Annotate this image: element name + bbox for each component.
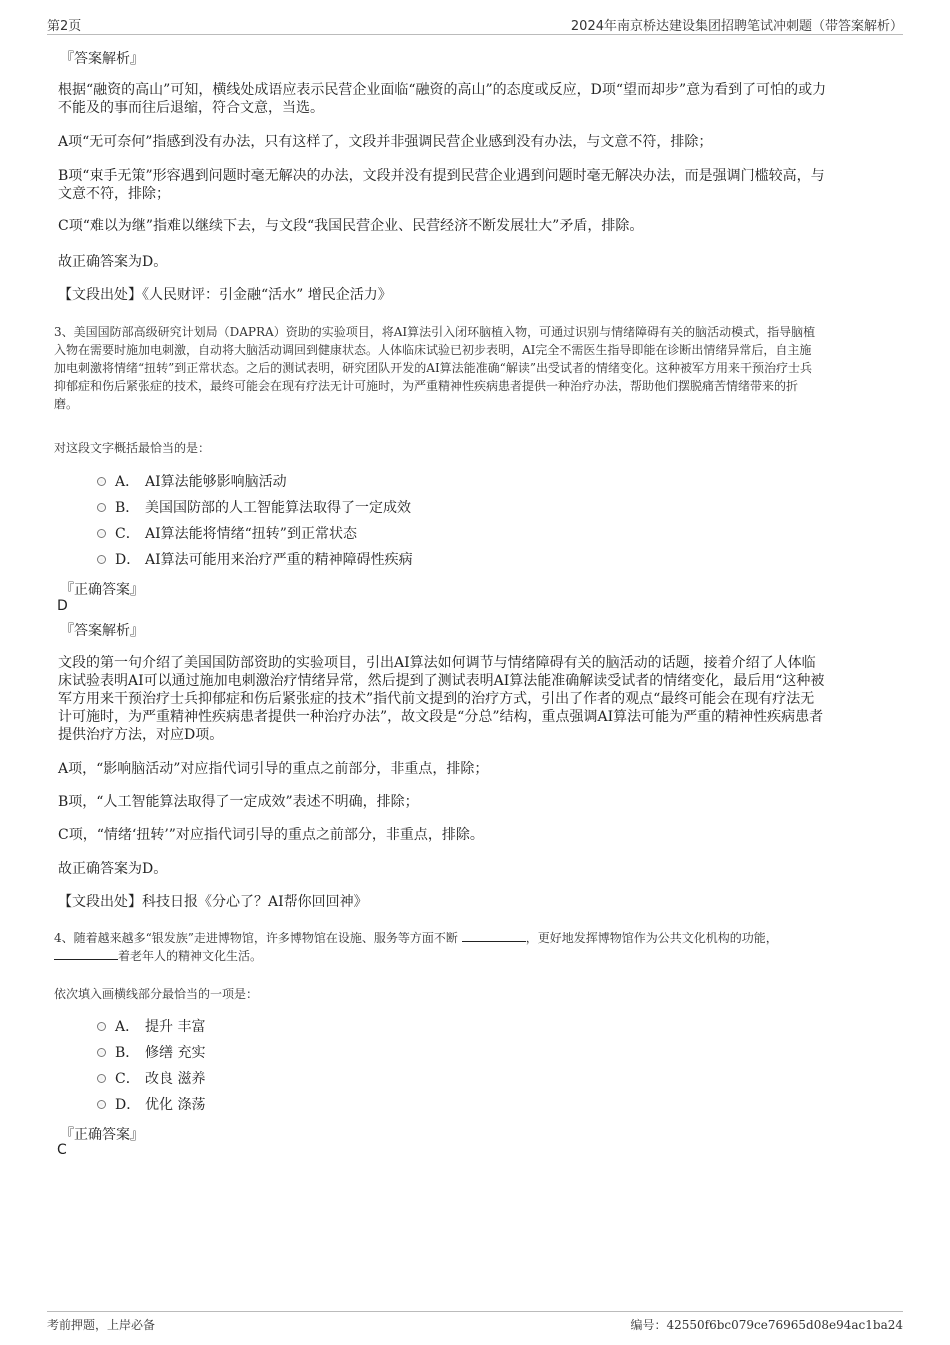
analysis-line: 床试验表明AI可以通过施加电刺激治疗情绪异常，然后提到了测试表明AI算法能准确解读受试者的情绪变化，最后用“这种被 [58,673,825,689]
analysis-line: 提供治疗方法，对应D项。 [58,727,224,743]
option-a-analysis: A项，“影响脑活动”对应指代词引导的重点之前部分，非重点，排除； [58,761,489,777]
analysis-paragraph [58,654,890,744]
option-b-analysis [58,167,890,203]
analysis-line: 文意不符，排除； [58,186,170,202]
analysis-line: 文段的第一句介绍了美国国防部资助的实验项目，引出AI算法如何调节与情绪障碍有关的脑活动的话题，接着介绍了人体临 [58,655,816,671]
option-a-analysis: A项“无可奈何”指感到没有办法，只有这样了，文段并非强调民营企业感到没有办法，与文意不符，排除； [58,134,713,150]
option-b-analysis: B项，“人工智能算法取得了一定成效”表述不明确，排除； [58,794,419,810]
radio-icon[interactable] [97,529,106,538]
question-line: 加电刺激将情绪“扭转”到正常状态。之后的测试表明，研究团队开发的AI算法能准确“解读”出受试者的情绪变化。这种被军方用来干预治疗士兵 [54,361,812,375]
analysis-line: 根据“融资的高山”可知，横线处成语应表示民营企业面临“融资的高山”的态度或反应，D项“望而却步”意为看到了可怕的或力 [58,82,827,98]
question-4-prompt: 依次填入画横线部分最恰当的一项是： [54,987,259,1001]
option-text: 提升 丰富 [145,1019,206,1035]
question-line: 抑郁症和伤后紧张症的技术，最终可能会在现有疗法无计可施时，为严重精神性疾病患者提供一种治疗办法，帮助他们摆脱痛苦情绪带来的折 [54,379,799,393]
option-text: 美国国防部的人工智能算法取得了一定成效 [145,500,411,516]
document-title: 2024年南京桥达建设集团招聘笔试冲刺题（带答案解析） [570,19,903,34]
q4-option-b[interactable] [97,1043,205,1063]
option-letter: D． [115,552,141,568]
question-line [54,929,896,947]
option-c-analysis: C项，“情绪‘扭转’”对应指代词引导的重点之前部分，非重点，排除。 [58,827,484,843]
q3-option-a[interactable] [97,472,287,492]
source-citation: 【文段出处】科技日报《分心了？AI帮你回回神》 [58,894,368,910]
correct-answer: D [57,598,68,614]
q4-option-d[interactable] [97,1095,205,1115]
analysis-label: 『答案解析』 [60,623,144,639]
option-letter: A． [115,1019,140,1035]
correct-answer-label: 『正确答案』 [60,582,144,598]
correct-answer-label: 『正确答案』 [60,1127,144,1143]
page-number: 第2页 [47,19,82,34]
radio-icon[interactable] [97,1048,106,1057]
question-text-segment: 着老年人的精神文化生活。 [118,949,263,963]
option-letter: A． [115,474,140,490]
analysis-label: 『答案解析』 [60,51,144,67]
fill-blank [462,930,526,942]
radio-icon[interactable] [97,477,106,486]
option-c-analysis: C项“难以为继”指难以继续下去，与文段“我国民营企业、民营经济不断发展壮大”矛盾，排除。 [58,218,644,234]
analysis-line: 计可施时，为严重精神性疾病患者提供一种治疗办法”，故文段是“分总”结构，重点强调AI算法可能为严重的精神性疾病患者 [58,709,824,725]
option-text: 改良 滋养 [145,1071,206,1087]
question-text-segment: 4、随着越来越多“银发族”走进博物馆，许多博物馆在设施、服务等方面不断 [54,931,458,945]
q4-option-a[interactable] [97,1017,205,1037]
option-text: AI算法能够影响脑活动 [145,474,287,490]
q3-option-b[interactable] [97,498,411,518]
analysis-paragraph [58,81,890,117]
question-line: 磨。 [54,397,79,411]
analysis-line: B项“束手无策”形容遇到问题时毫无解决的办法，文段并没有提到民营企业遇到问题时毫无解决办法，而是强调门槛较高，与 [58,168,825,184]
radio-icon[interactable] [97,1100,106,1109]
page-header [47,14,903,35]
question-text-segment: ，更好地发挥博物馆作为公共文化机构的功能， [525,931,778,945]
radio-icon[interactable] [97,1022,106,1031]
question-line: 入物在需要时施加电刺激，自动将大脑活动调回到健康状态。人体临床试验已初步表明，AI完全不需医生指导即能在诊断出情绪异常后，自主施 [54,343,812,357]
question-3-text [54,323,896,413]
question-3-prompt: 对这段文字概括最恰当的是： [54,441,211,455]
fill-blank [54,948,118,960]
question-line [54,947,896,965]
q3-option-c[interactable] [97,524,357,544]
footer-slogan: 考前押题，上岸必备 [47,1318,156,1332]
q3-option-d[interactable] [97,550,413,570]
option-letter: C． [115,526,140,542]
footer-serial: 编号：42550f6bc079ce76965d08e94ac1ba24 [630,1318,903,1332]
page-footer [47,1311,903,1336]
correct-answer: C [57,1142,67,1158]
option-letter: C． [115,1071,140,1087]
source-citation: 【文段出处】《人民财评：引金融“活水” 增民企活力》 [58,287,392,303]
question-4-text [54,929,896,965]
analysis-line: 不能及的事而往后退缩，符合文意，当选。 [58,100,324,116]
option-letter: B． [115,500,140,516]
radio-icon[interactable] [97,1074,106,1083]
radio-icon[interactable] [97,503,106,512]
conclusion: 故正确答案为D。 [58,861,168,877]
conclusion: 故正确答案为D。 [58,254,168,270]
option-text: AI算法可能用来治疗严重的精神障碍性疾病 [145,552,413,568]
option-letter: D． [115,1097,141,1113]
radio-icon[interactable] [97,555,106,564]
option-text: 修缮 充实 [145,1045,206,1061]
option-letter: B． [115,1045,140,1061]
analysis-line: 军方用来干预治疗士兵抑郁症和伤后紧张症的技术”指代前文提到的治疗方式，引出了作者的观点“最终可能会在现有疗法无 [58,691,815,707]
option-text: AI算法能将情绪“扭转”到正常状态 [145,526,357,542]
q4-option-c[interactable] [97,1069,205,1089]
option-text: 优化 涤荡 [145,1097,206,1113]
question-line: 3、美国国防部高级研究计划局（DAPRA）资助的实验项目，将AI算法引入闭环脑植入物，可通过识别与情绪障碍有关的脑活动模式，指导脑植 [54,325,816,339]
